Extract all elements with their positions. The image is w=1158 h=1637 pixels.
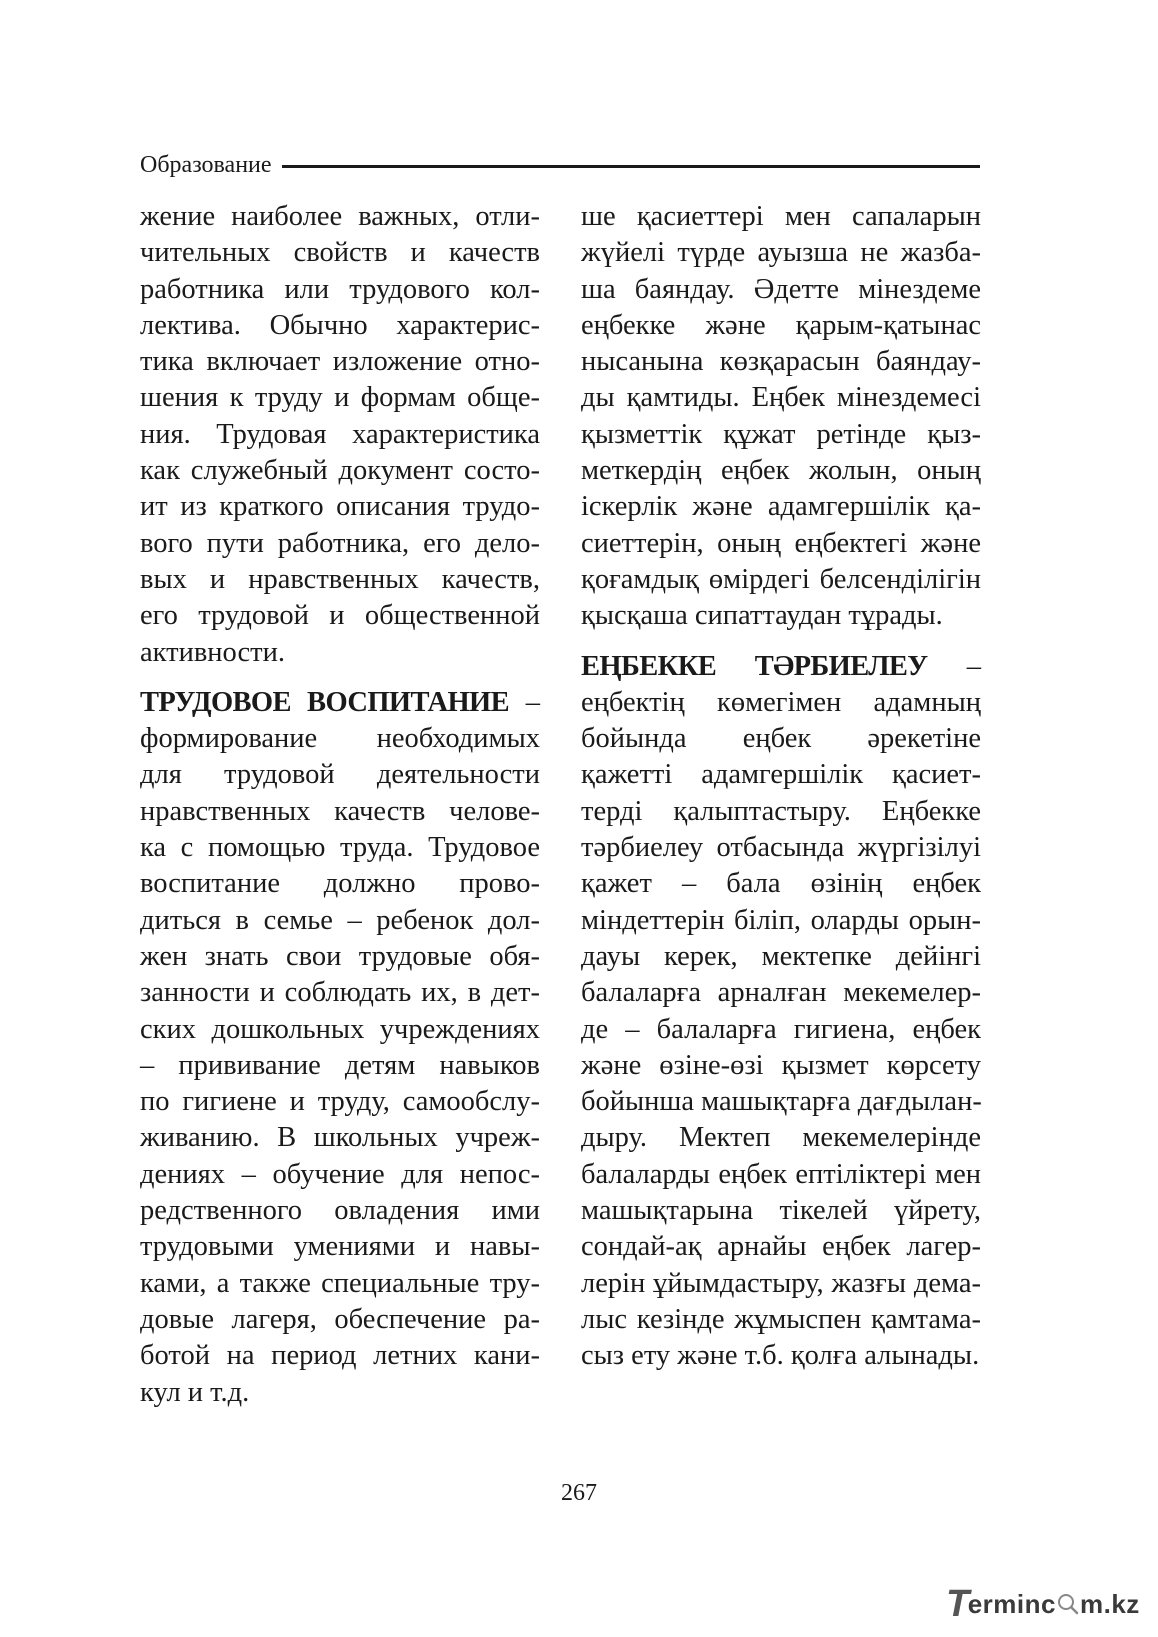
text-line: тика включает изложение отно-: [140, 346, 540, 378]
entry-text-line: де – балаларға гигиена, еңбек: [581, 1013, 981, 1045]
entry-text-line: живанию. В школьных учреж-: [140, 1122, 540, 1154]
entry-text-line: бойынша машықтарға дағдылан-: [581, 1086, 982, 1118]
text-line: қызметтік құжат ретінде қыз-: [581, 418, 981, 450]
entry-text-line: дауы керек, мектепке дейінгі: [581, 940, 981, 972]
entry-text-line: – прививание детям навыков: [140, 1049, 540, 1081]
text-line: ит из краткого описания трудо-: [140, 491, 540, 523]
entry-text-line: трудовыми умениями и навы-: [140, 1231, 540, 1263]
entry-text-line: лыс кезінде жұмыспен қамтама-: [581, 1303, 981, 1335]
entry-text-line: жен знать свои трудовые обя-: [140, 940, 540, 972]
entry-text-line: кул и т.д.: [140, 1376, 250, 1408]
entry-text-line: қажет – бала өзінің еңбек: [581, 868, 981, 900]
section-title: Образование: [140, 152, 272, 178]
text-line: меткердің еңбек жолын, оның: [581, 455, 981, 487]
entry-text-line: терді қалыптастыру. Еңбекке: [581, 795, 981, 827]
entry-text-line: дыру. Мектеп мекемелерінде: [581, 1122, 981, 1154]
entry-text-line: для трудовой деятельности: [140, 759, 540, 791]
entry-text-line: ботой на период летних кани-: [140, 1340, 540, 1372]
text-line: его трудовой и общественной: [140, 600, 540, 632]
entry-text-line: бойында еңбек әрекетіне: [581, 723, 981, 755]
entry-dash: –: [927, 650, 982, 682]
running-head: [140, 147, 980, 183]
left-column: [140, 199, 540, 1411]
entry-heading-line: [581, 649, 981, 685]
header-rule: [282, 165, 980, 168]
text-line: жүйелі түрде ауызша не жазба-: [581, 237, 981, 269]
entry-text-line: воспитание должно прово-: [140, 868, 540, 900]
text-line: активности.: [140, 636, 285, 668]
entry-text-line: редственного овладения ими: [140, 1195, 540, 1227]
entry-text-line: міндеттерін біліп, оларды орын-: [581, 904, 981, 936]
watermark-letter: T: [946, 1582, 970, 1625]
text-line: сиеттерін, оның еңбектегі және: [581, 527, 981, 559]
entry-text-line: занности и соблюдать их, в дет-: [140, 977, 540, 1009]
text-line: қысқаша сипаттаудан тұрады.: [581, 600, 943, 632]
right-column: [581, 199, 981, 1375]
text-line: вых и нравственных качеств,: [140, 563, 540, 595]
text-line: ния. Трудовая характеристика: [140, 418, 540, 450]
entry-text-line: ка с помощью труда. Трудовое: [140, 832, 540, 864]
entry-dash: –: [509, 686, 540, 718]
text-line: нысанына көзқарасын баяндау-: [581, 346, 981, 378]
text-line: лектива. Обычно характерис-: [140, 309, 540, 341]
entry-text-line: лерін ұйымдастыру, жазғы дема-: [581, 1267, 981, 1299]
entry-text-line: қажетті адамгершілік қасиет-: [581, 759, 981, 791]
paragraph-gap: [140, 671, 540, 685]
watermark-text: erminc: [967, 1588, 1056, 1619]
entry-text-line: және өзіне-өзі қызмет көрсету: [581, 1049, 981, 1081]
text-line: вого пути работника, его дело-: [140, 527, 540, 559]
entry-text-line: ских дошкольных учреждениях: [140, 1013, 540, 1045]
entry-text-line: нравственных качеств челове-: [140, 795, 540, 827]
entry-text-line: тәрбиелеу отбасында жүргізілуі: [581, 832, 981, 864]
watermark-domain: m.kz: [1079, 1588, 1140, 1619]
entry-text-line: дениях – обучение для непос-: [140, 1158, 540, 1190]
text-line: ша баяндау. Әдетте мінездеме: [581, 273, 981, 305]
text-line: как служебный документ состо-: [140, 455, 540, 487]
entry-text-line: еңбектің көмегімен адамның: [581, 686, 981, 718]
entry-text-line: сондай-ақ арнайы еңбек лагер-: [581, 1231, 981, 1263]
text-line: жение наиболее важных, отли-: [140, 201, 540, 232]
text-line: ды қамтиды. Еңбек мінездемесі: [581, 382, 981, 414]
text-line: іскерлік және адамгершілік қа-: [581, 491, 981, 523]
entry-text-line: диться в семье – ребенок дол-: [140, 904, 540, 936]
entry-term: ТРУДОВОЕ ВОСПИТАНИЕ: [140, 686, 510, 718]
entry-text-line: формирование необходимых: [140, 723, 540, 755]
text-line: чительных свойств и качеств: [140, 237, 540, 269]
text-line: шения к труду и формам обще-: [140, 382, 540, 414]
entry-text-line: довые лагеря, обеспечение ра-: [140, 1303, 540, 1335]
entry-text-line: ками, а также специальные тру-: [140, 1267, 540, 1299]
text-line: қоғамдық өмірдегі белсенділігін: [581, 563, 981, 595]
entry-text-line: балаларды еңбек ептіліктері мен: [581, 1158, 981, 1190]
entry-text-line: машықтарына тікелей үйрету,: [581, 1195, 981, 1227]
entry-heading-line: [140, 685, 540, 721]
paragraph-gap: [581, 635, 981, 649]
site-watermark: [946, 1584, 1140, 1624]
entry-text-line: по гигиене и труду, самообслу-: [140, 1086, 540, 1118]
magnifier-lens-icon: [1057, 1593, 1079, 1615]
text-line: ше қасиеттері мен сапаларын: [581, 201, 981, 232]
entry-text-line: балаларға арналған мекемелер-: [581, 977, 981, 1009]
entry-text-line: сыз ету және т.б. қолға алынады.: [581, 1340, 980, 1372]
entry-term: ЕҢБЕККЕ ТӘРБИЕЛЕУ: [581, 650, 928, 682]
page-number: 267: [561, 1480, 597, 1506]
text-line: еңбекке және қарым-қатынас: [581, 309, 981, 341]
text-line: работника или трудового кол-: [140, 273, 540, 305]
